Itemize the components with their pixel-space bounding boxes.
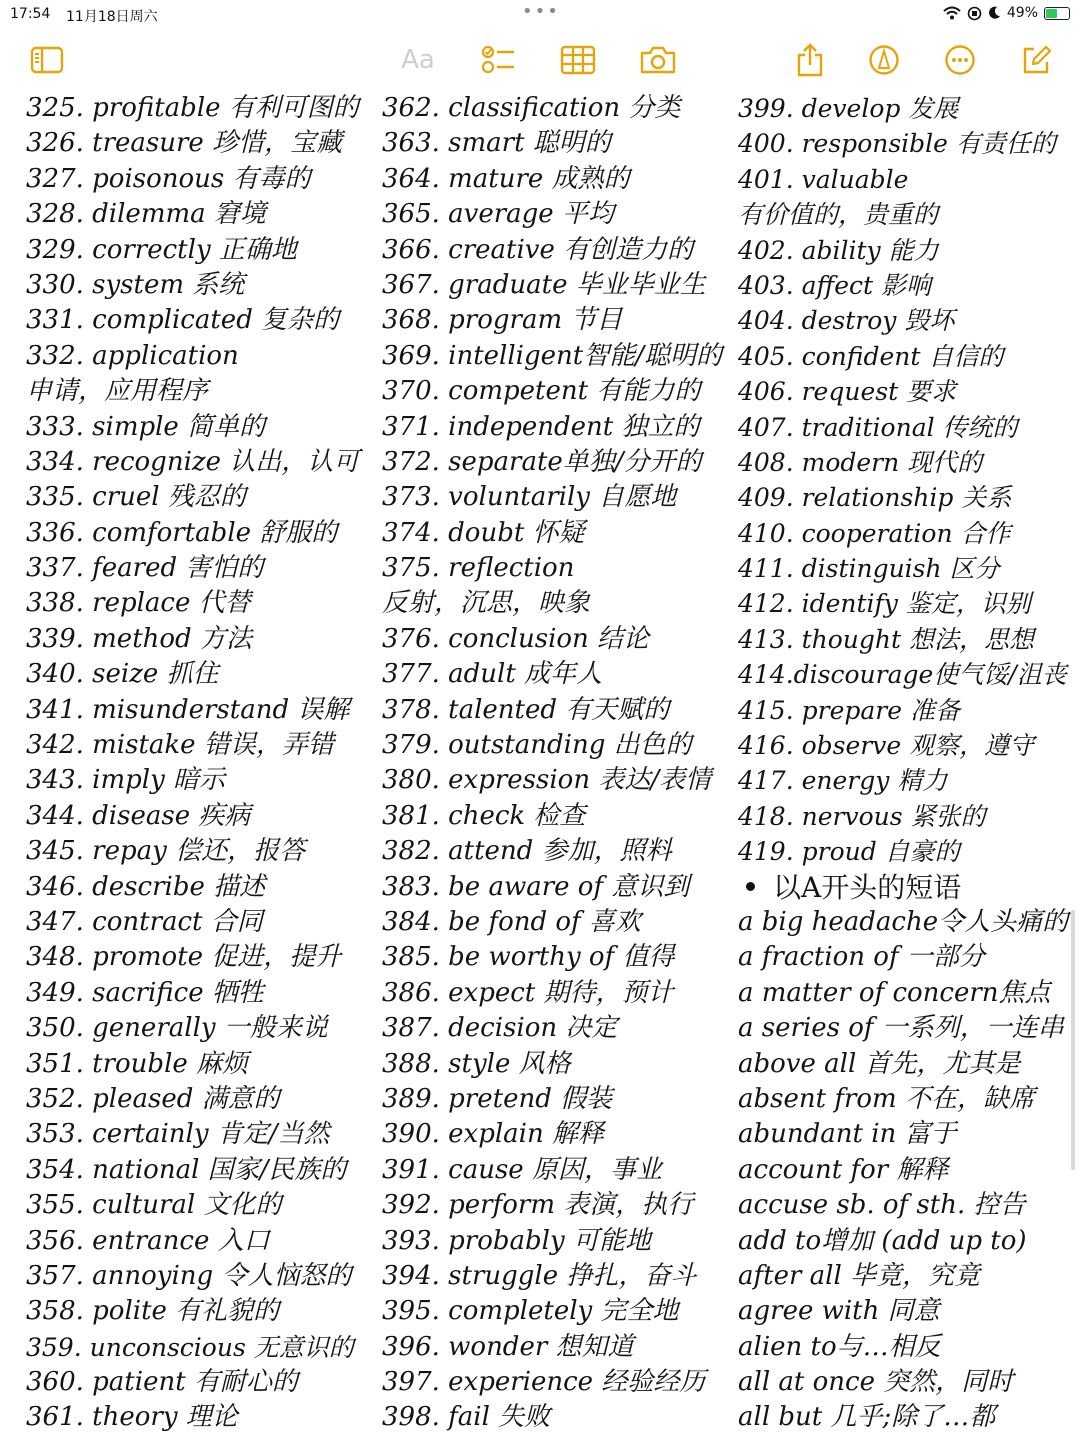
vocab-entry: 413. thought 想法，思想 [738,624,1035,654]
vocab-entry: 364. mature 成熟的 [382,163,630,194]
vocab-entry: 414.discourage使气馁/沮丧 [738,660,1067,690]
vocab-entry: 344. disease 疾病 [26,800,251,831]
vocab-entry: 400. responsible 有责任的 [738,129,1056,159]
compose-icon [1020,44,1052,76]
vocab-entry: 350. generally 一般来说 [26,1013,328,1044]
share-button[interactable] [790,38,830,82]
vocab-entry: 386. expect 期待，预计 [382,977,674,1008]
vocab-entry: 381. check 检查 [382,800,586,831]
vocab-entry: 358. polite 有礼貌的 [26,1296,280,1327]
vocab-entry: 379. outstanding 出色的 [382,730,692,761]
vocab-entry: 410. cooperation 合作 [738,518,1011,548]
phrase-entry: a big headache令人头痛的 [738,906,1069,937]
status-date: 11月18日周六 [66,9,158,25]
vocab-entry: 369. intelligent智能/聪明的 [382,340,722,371]
vocab-entry: 398. fail 失败 [382,1402,551,1433]
vocab-entry: 376. conclusion 结论 [382,623,650,654]
phrase-entry: a series of 一系列，一连串 [738,1013,1064,1044]
vocab-entry: 367. graduate 毕业毕业生 [382,269,706,300]
vocab-entry: 335. cruel 残忍的 [26,482,246,513]
vocab-entry: 385. be worthy of 值得 [382,942,675,973]
vocab-entry: 327. poisonous 有毒的 [26,163,311,194]
vocab-entry: 328. dilemma 窘境 [26,199,266,230]
vocab-column-3-words [738,91,1078,870]
vocab-entry: 326. treasure 珍惜，宝藏 [26,128,343,159]
phrase-entry: all but 几乎;除了…都 [738,1402,996,1433]
vocab-entry: 330. system 系统 [26,269,245,300]
vocab-column-3 [738,91,1078,1436]
orientation-lock-icon [967,6,982,21]
vocab-entry: 403. affect 影响 [738,270,932,300]
vocab-entry: 有价值的，贵重的 [738,200,939,230]
vocab-entry: 384. be fond of 喜欢 [382,906,641,937]
phrase-entry: add to增加 (add up to) [738,1225,1027,1256]
more-button[interactable] [940,38,980,82]
vocab-entry: 341. misunderstand 误解 [26,694,350,725]
vocab-entry: 377. adult 成年人 [382,659,603,690]
vocab-entry: 396. wonder 想知道 [382,1331,634,1362]
vocab-entry: 342. mistake 错误，弄错 [26,730,334,761]
vocab-entry: 375. reflection [382,553,575,584]
battery-icon [1044,7,1070,20]
vocab-entry: 407. traditional 传统的 [738,412,1018,442]
vocab-entry: 363. smart 聪明的 [382,128,611,159]
vocab-entry: 360. patient 有耐心的 [26,1367,298,1398]
phrase-entry: abundant in 富于 [738,1119,957,1150]
table-icon [560,45,596,75]
vocab-entry: 349. sacrifice 牺牲 [26,977,264,1008]
vocab-entry: 343. imply 暗示 [26,765,226,796]
vocab-entry: 347. contract 合同 [26,906,263,937]
vocab-entry: 366. creative 有创造力的 [382,234,694,265]
vocab-entry: 反射，沉思，映象 [382,588,591,619]
vocab-entry: 354. national 国家/民族的 [26,1154,347,1185]
vocab-entry: 415. prepare 准备 [738,695,960,725]
vocab-entry: 395. completely 完全地 [382,1296,679,1327]
vocab-entry: 383. be aware of 意识到 [382,871,690,902]
vocab-entry: 359. unconscious 无意识的 [26,1332,354,1362]
vocab-entry: 374. doubt 怀疑 [382,517,585,548]
vocab-entry: 345. repay 偿还，报答 [26,836,306,867]
phrase-entry: agree with 同意 [738,1296,940,1327]
vocab-entry: 401. valuable [738,164,909,194]
vocab-entry: 371. independent 独立的 [382,411,700,442]
vocab-entry: 391. cause 原因，事业 [382,1154,662,1185]
sidebar-icon [30,46,64,74]
vocab-entry: 406. request 要求 [738,377,957,407]
vocab-entry: 380. expression 表达/表情 [382,765,712,796]
vocab-entry: 356. entrance 入口 [26,1225,270,1256]
compose-button[interactable] [1016,38,1056,82]
vocab-entry: 412. identify 鉴定，识别 [738,589,1031,619]
vocab-entry: 337. feared 害怕的 [26,553,264,584]
vocab-entry: 378. talented 有天赋的 [382,694,670,725]
vocab-entry: 338. replace 代替 [26,588,251,619]
status-right-group [943,5,1070,21]
vocab-entry: 417. energy 精力 [738,766,948,796]
vocab-entry: 408. modern 现代的 [738,447,983,477]
format-button[interactable] [398,38,438,82]
vocab-entry: 382. attend 参加，照料 [382,836,672,867]
share-icon [796,43,824,77]
vocab-entry: 339. method 方法 [26,623,252,654]
section-heading [738,870,1078,905]
checklist-icon [481,45,515,75]
vocab-entry: 331. complicated 复杂的 [26,305,340,336]
table-button[interactable] [558,38,598,82]
phrase-entry: after all 毕竟，究竟 [738,1260,981,1291]
vocab-entry: 357. annoying 令人恼怒的 [26,1260,352,1291]
vocab-entry: 368. program 节目 [382,305,623,336]
vocab-entry: 申请，应用程序 [26,376,209,407]
phrase-entry: alien to与…相反 [738,1331,941,1362]
vocab-entry: 409. relationship 关系 [738,483,1012,513]
phrase-entry: all at once 突然，同时 [738,1367,1014,1398]
vocab-entry: 325. profitable 有利可图的 [26,93,359,123]
format-label: Aa [401,45,435,75]
section-heading-text: 以A开头的短语 [773,870,962,904]
phrase-entry: absent from 不在，缺席 [738,1083,1035,1114]
status-time: 17:54 [10,6,51,22]
battery-level-fill [1046,9,1057,18]
vocab-entry: 329. correctly 正确地 [26,234,297,265]
phrase-entry: account for 解释 [738,1154,949,1185]
vocab-entry: 388. style 风格 [382,1048,571,1079]
vocab-entry: 352. pleased 满意的 [26,1083,280,1114]
vocab-entry: 389. pretend 假装 [382,1083,613,1114]
vocab-entry: 355. cultural 文化的 [26,1190,282,1221]
phrase-list [738,905,1078,1436]
phrase-entry: accuse sb. of sth. 控告 [738,1190,1026,1221]
vocab-entry: 340. seize 抓住 [26,659,219,690]
vocab-entry: 404. destroy 毁坏 [738,306,955,336]
battery-percentage: 49% [1006,5,1038,21]
checklist-button[interactable] [478,38,518,82]
vocab-entry: 387. decision 决定 [382,1013,618,1044]
vocab-entry: 402. ability 能力 [738,235,939,265]
vocab-entry: 353. certainly 肯定/当然 [26,1119,330,1150]
vocab-entry: 393. probably 可能地 [382,1225,651,1256]
markup-icon [868,44,900,76]
wifi-icon [943,6,961,20]
vocab-entry: 333. simple 简单的 [26,411,266,442]
vocab-entry: 411. distinguish 区分 [738,554,1000,584]
moon-icon [988,6,1001,20]
vocab-entry: 348. promote 促进，提升 [26,942,342,973]
vocab-entry: 390. explain 解释 [382,1119,604,1150]
vocab-entry: 405. confident 自信的 [738,341,1004,371]
vocab-column-1 [26,91,366,1436]
bullet-icon [746,882,755,891]
vocab-entry: 419. proud 自豪的 [738,837,960,867]
vocab-entry: 418. nervous 紧张的 [738,801,986,831]
sidebar-toggle-button[interactable] [27,38,67,82]
vocab-entry: 394. struggle 挣扎，奋斗 [382,1260,697,1291]
vocab-entry: 397. experience 经验经历 [382,1367,706,1398]
vocab-entry: 336. comfortable 舒服的 [26,517,338,548]
camera-icon [639,45,677,75]
markup-button[interactable] [864,38,904,82]
vocab-entry: 361. theory 理论 [26,1402,238,1433]
vocab-entry: 332. application [26,340,239,371]
vocab-entry: 416. observe 观察，遵守 [738,731,1035,761]
scroll-indicator[interactable] [1071,910,1075,1170]
phrase-entry: a fraction of 一部分 [738,942,985,973]
multitasking-dots-icon[interactable]: ••• [522,1,560,22]
phrase-entry: above all 首先，尤其是 [738,1048,1021,1079]
more-icon [944,44,976,76]
vocab-entry: 351. trouble 麻烦 [26,1048,249,1079]
vocab-entry: 399. develop 发展 [738,94,959,123]
phrase-entry: a matter of concern焦点 [738,977,1051,1008]
notes-toolbar [0,38,1080,88]
vocab-entry: 334. recognize 认出，认可 [26,446,360,477]
vocab-entry: 362. classification 分类 [382,93,681,123]
vocab-entry: 365. average 平均 [382,199,614,230]
vocab-entry: 392. perform 表演，执行 [382,1190,694,1221]
vocab-entry: 370. competent 有能力的 [382,376,701,407]
vocab-column-2 [382,91,727,1436]
vocab-entry: 346. describe 描述 [26,871,266,902]
status-bar [0,0,1080,30]
camera-button[interactable] [638,38,678,82]
vocab-entry: 373. voluntarily 自愿地 [382,482,677,513]
vocab-entry: 372. separate单独/分开的 [382,446,702,477]
